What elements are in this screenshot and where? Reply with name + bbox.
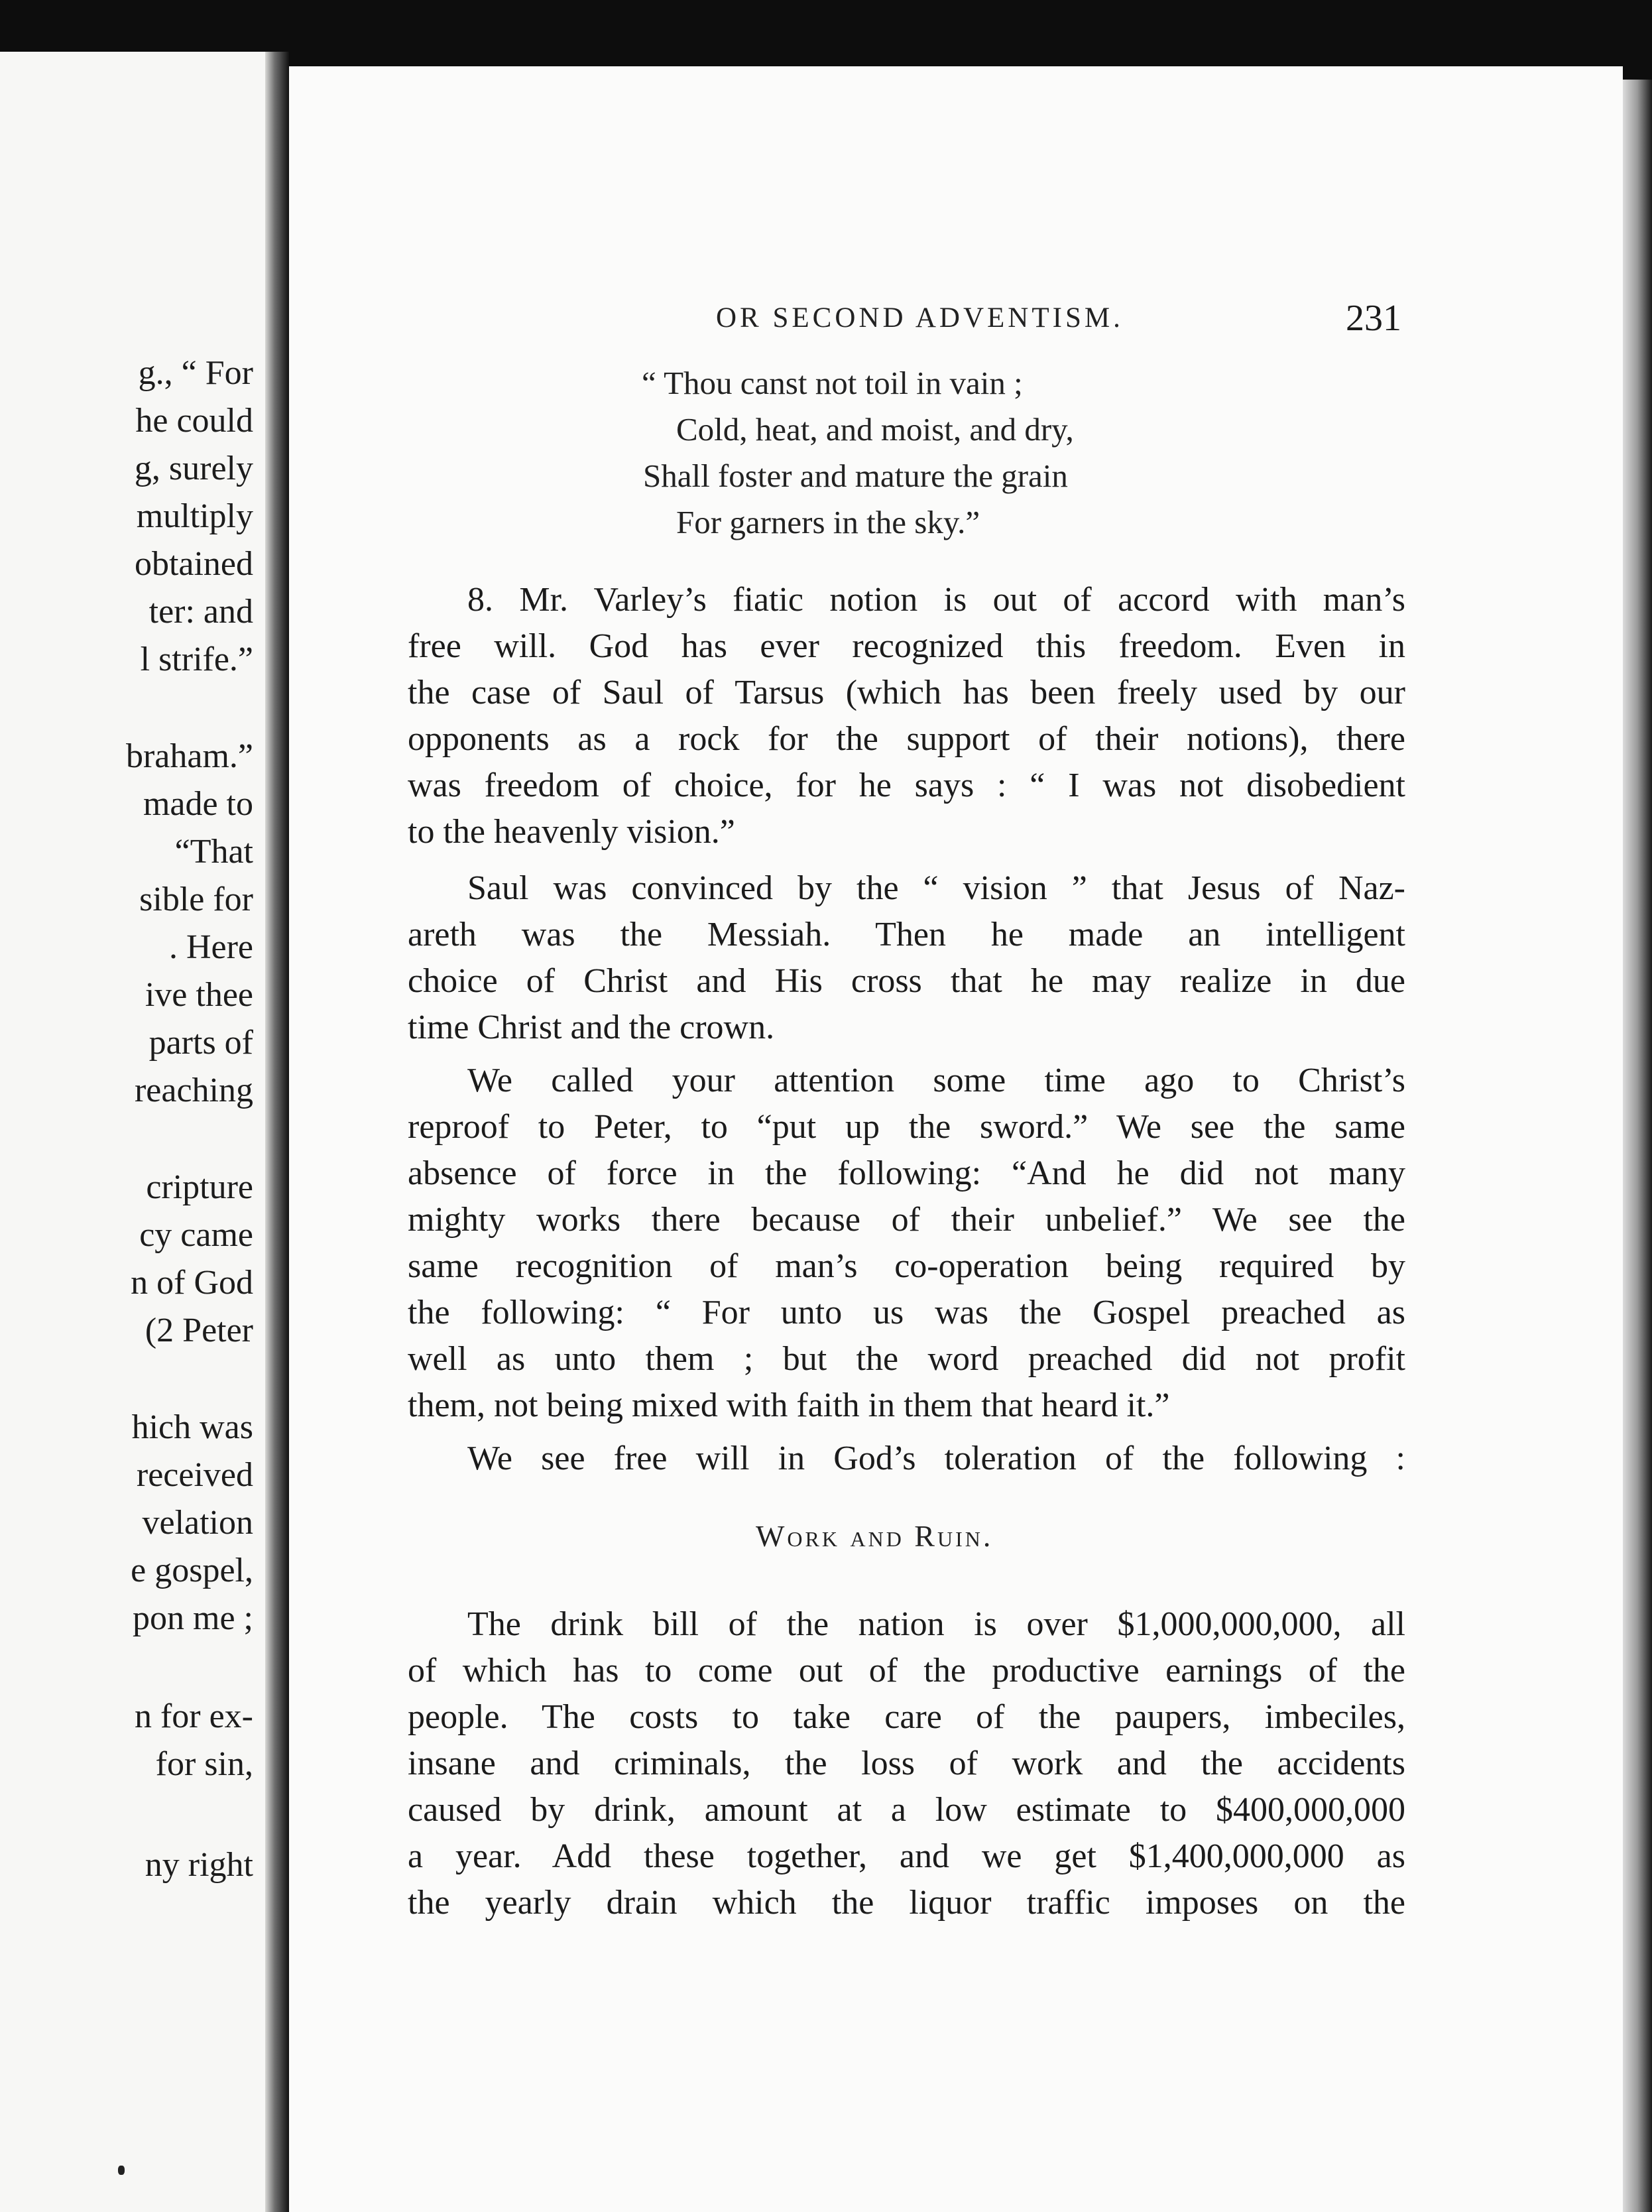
left-page-line: sible for [139,881,253,918]
left-page-line: ter: and [148,593,253,631]
verse-line: For garners in the sky.” [676,504,980,540]
paragraph-5-line: people. The costs to take care of the paupers, imbeciles, [408,1698,1405,1736]
left-page-line: n for ex- [134,1697,253,1735]
left-page-line: g., “ For [138,354,253,392]
paragraph-3-line: the following: “ For unto us was the Gospel preached as [408,1294,1405,1331]
paragraph-1-line: to the heavenly vision.” [408,813,735,851]
left-page-line: braham.” [125,737,253,775]
paragraph-3-line: absence of force in the following: “And he did not many [408,1154,1405,1192]
verse-line: “ Thou canst not toil in vain ; [642,365,1023,401]
left-page-line: . Here [168,928,253,966]
left-page-line: multiply [136,497,253,535]
paragraph-1-line: the case of Saul of Tarsus (which has been freely used by our [408,674,1405,711]
paragraph-3-line: We called your attention some time ago to Christ’s [467,1062,1405,1099]
paragraph-1-line: 8. Mr. Varley’s fiatic notion is out of accord with man’s [467,581,1405,619]
left-page-line: hich was [131,1408,253,1446]
paragraph-1-line: opponents as a rock for the support of their notions), there [408,720,1405,758]
paragraph-2-line: Saul was convinced by the “ vision ” that Jesus of Naz- [467,869,1405,907]
left-page-line: parts of [148,1024,253,1062]
left-page-line: g, surely [134,450,253,487]
left-page-line: pon me ; [133,1599,253,1637]
left-page-line: (2 Peter [145,1312,253,1349]
page-number: 231 [1346,298,1401,339]
paragraph-5-line: of which has to come out of the productive earnings of the [408,1652,1405,1690]
left-page-line: e gospel, [131,1552,253,1589]
left-page [0,52,273,2212]
left-page-line: for sin, [155,1745,253,1783]
paragraph-3-line: reproof to Peter, to “put up the sword.” We see the same [408,1108,1405,1146]
ink-speck [118,2166,125,2175]
left-page-line: “That [174,833,253,871]
paragraph-4-line: We see free will in God’s toleration of the following : [467,1440,1405,1477]
paragraph-1-line: free will. God has ever recognized this freedom. Even in [408,627,1405,665]
left-page-line: made to [143,785,253,823]
left-page-line: obtained [134,545,253,583]
paragraph-2-line: areth was the Messiah. Then he made an intelligent [408,916,1405,953]
paragraph-2-line: choice of Christ and His cross that he may realize in due [408,962,1405,1000]
paragraph-3-line: mighty works there because of their unbelief.” We see the [408,1201,1405,1239]
left-page-line: cy came [139,1216,253,1254]
paragraph-5-line: insane and criminals, the loss of work and the accidents [408,1745,1405,1782]
section-heading: Work and Ruin. [756,1519,994,1553]
left-page-line: ny right [145,1846,253,1884]
left-page-line: he could [135,402,253,440]
paragraph-3-line: them, not being mixed with faith in them that heard it.” [408,1386,1170,1424]
paragraph-1-line: was freedom of choice, for he says : “ I was not disobedient [408,767,1405,804]
running-head: OR SECOND ADVENTISM. [716,302,1124,334]
verse-line: Shall foster and mature the grain [643,458,1068,494]
left-page-line: cripture [146,1168,253,1206]
paragraph-5-line: the yearly drain which the liquor traffic imposes on the [408,1884,1405,1922]
paragraph-5-line: The drink bill of the nation is over $1,000,000,000, all [467,1605,1405,1643]
book-gutter [265,52,289,2212]
left-page-line: l strife.” [140,641,253,678]
left-page-line: n of God [131,1264,253,1302]
paragraph-5-line: a year. Add these together, and we get $1,400,000,000 as [408,1837,1405,1875]
left-page-line: reaching [134,1072,253,1109]
paragraph-2-line: time Christ and the crown. [408,1009,775,1046]
left-page-line: received [136,1456,253,1494]
left-page-line: velation [142,1504,253,1542]
paragraph-3-line: well as unto them ; but the word preached did not profit [408,1340,1405,1378]
verse-line: Cold, heat, and moist, and dry, [676,411,1074,448]
page-edge [1623,80,1652,2212]
paragraph-3-line: same recognition of man’s co-operation being required by [408,1247,1405,1285]
paragraph-5-line: caused by drink, amount at a low estimate to $400,000,000 [408,1791,1405,1829]
left-page-line: ive thee [145,976,253,1014]
